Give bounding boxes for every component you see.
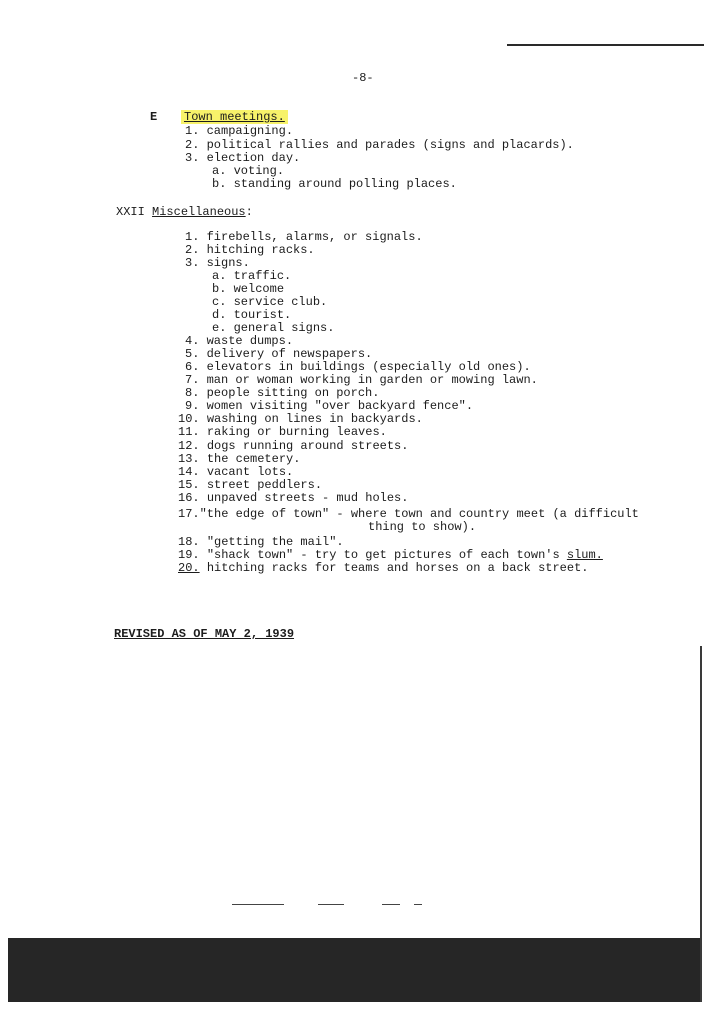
list-subitem: d. tourist. xyxy=(212,308,292,322)
scan-dash xyxy=(318,904,344,905)
slum-emphasis: slum. xyxy=(566,548,603,562)
list-subitem: c. service club. xyxy=(212,295,328,309)
scan-edge-line xyxy=(700,646,702,1002)
scan-dash xyxy=(414,904,422,905)
list-item: 11. raking or burning leaves. xyxy=(178,425,387,439)
list-item: 7. man or woman working in garden or mowing lawn. xyxy=(185,373,538,387)
list-item: 8. people sitting on porch. xyxy=(185,386,380,400)
list-item: 13. the cemetery. xyxy=(178,452,301,466)
list-item: 2. hitching racks. xyxy=(185,243,315,257)
section-e-title-text: Town meetings. xyxy=(181,110,288,124)
list-item: 19. "shack town" - try to get pictures of each town's slum. xyxy=(178,548,603,562)
list-subitem: a. voting. xyxy=(212,164,285,178)
list-item: 17."the edge of town" - where town and country meet (a difficult xyxy=(178,507,639,521)
list-item: 20. hitching racks for teams and horses on a back street. xyxy=(178,561,589,575)
list-item: 12. dogs running around streets. xyxy=(178,439,409,453)
top-rule xyxy=(507,44,704,46)
scan-dash xyxy=(382,904,400,905)
list-subitem: b. standing around polling places. xyxy=(212,177,457,191)
list-item: 2. political rallies and parades (signs and placards). xyxy=(185,138,574,152)
list-item: 18. "getting the mail". xyxy=(178,535,344,549)
section-xxii-title: Miscellaneous xyxy=(152,205,246,219)
list-item: 16. unpaved streets - mud holes. xyxy=(178,491,409,505)
list-item: 3. signs. xyxy=(185,256,250,270)
list-subitem: e. general signs. xyxy=(212,321,335,335)
scan-dash xyxy=(232,904,284,905)
page-number: -8- xyxy=(352,71,374,85)
section-e-letter: E xyxy=(150,110,158,124)
list-item: 5. delivery of newspapers. xyxy=(185,347,373,361)
list-item: 10. washing on lines in backyards. xyxy=(178,412,423,426)
section-xxii-heading: XXII Miscellaneous: xyxy=(116,205,253,219)
list-item: 3. election day. xyxy=(185,151,301,165)
list-item: 14. vacant lots. xyxy=(178,465,294,479)
list-subitem: b. welcome xyxy=(212,282,285,296)
list-item: 1. campaigning. xyxy=(185,124,294,138)
list-item: 4. waste dumps. xyxy=(185,334,294,348)
list-item: 9. women visiting "over backyard fence". xyxy=(185,399,474,413)
list-item: 6. elevators in buildings (especially old ones). xyxy=(185,360,531,374)
revised-note: REVISED AS OF MAY 2, 1939 xyxy=(114,627,295,641)
section-e-title xyxy=(181,111,288,124)
list-item-continuation: thing to show). xyxy=(368,520,477,534)
list-item: 15. street peddlers. xyxy=(178,478,323,492)
list-subitem: a. traffic. xyxy=(212,269,292,283)
scan-bottom-band xyxy=(8,938,700,1002)
list-item: 1. firebells, alarms, or signals. xyxy=(185,230,423,244)
